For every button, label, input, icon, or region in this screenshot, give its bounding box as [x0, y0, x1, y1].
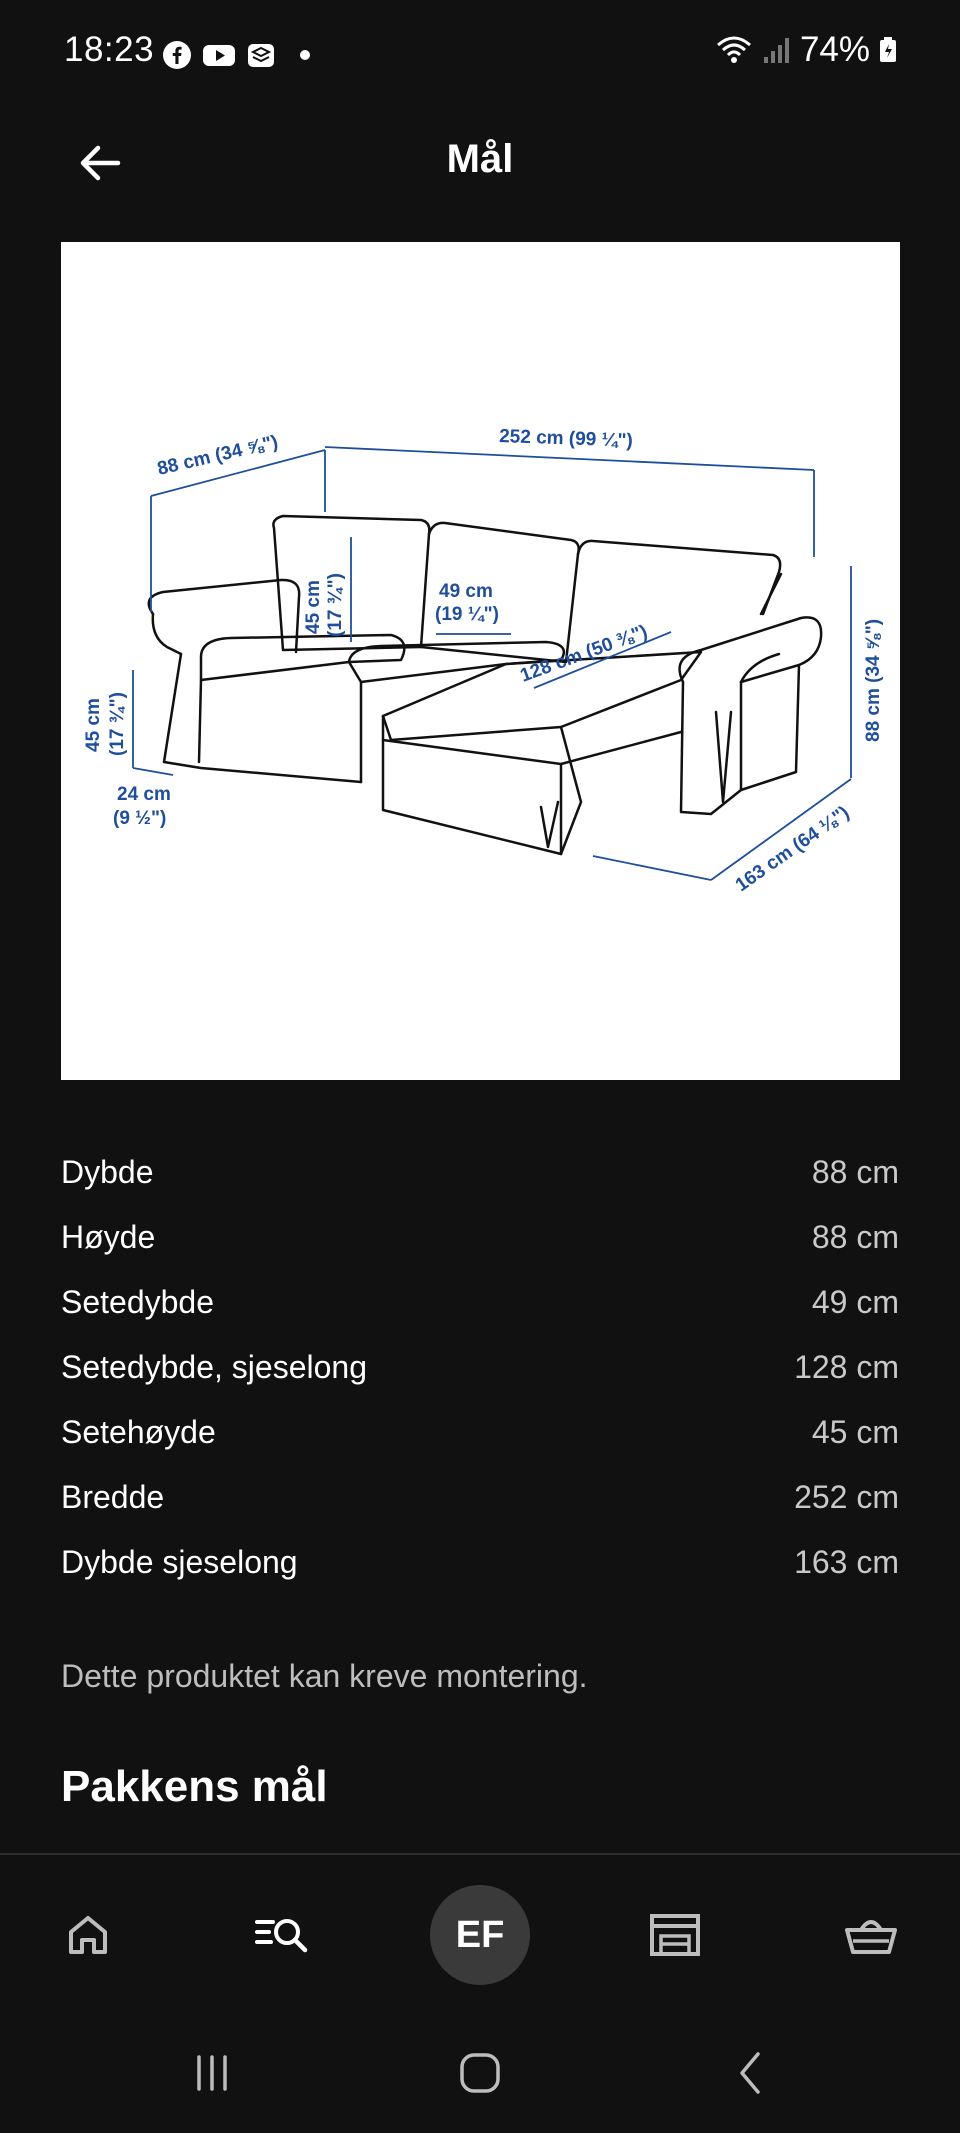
- diagram-height-label: 88 cm (34 ⅝"): [863, 618, 884, 742]
- recent-apps-button[interactable]: [182, 2048, 242, 2098]
- back-chevron-icon: [730, 2048, 770, 2098]
- diagram-seat-depth-label: 49 cm: [439, 581, 493, 602]
- measurement-value: 88 cm: [811, 1154, 899, 1190]
- status-notification-icons: [162, 38, 310, 72]
- basket-icon: [843, 1910, 899, 1960]
- package-dimensions-heading[interactable]: Pakkens mål: [61, 1762, 328, 1811]
- dimensions-diagram: [61, 242, 900, 1080]
- nav-store[interactable]: [640, 1900, 710, 1970]
- back-system-button[interactable]: [720, 2048, 780, 2098]
- diagram-seat-height-inch-label: (17 ¾"): [107, 692, 128, 756]
- diagram-leg-inch-label: (9 ½"): [113, 808, 167, 829]
- measurement-row: [61, 1205, 899, 1270]
- measurement-value: 88 cm: [811, 1219, 899, 1255]
- system-navigation-bar: [0, 2008, 960, 2133]
- status-time: 18:23: [64, 30, 155, 69]
- store-icon: [647, 1910, 703, 1960]
- diagram-seat-height-label: 45 cm: [83, 698, 104, 752]
- page-title: Mål: [446, 137, 514, 181]
- measurement-label: Setehøyde: [61, 1414, 216, 1450]
- notification-dot-icon: [300, 50, 310, 60]
- measurement-row: [61, 1335, 899, 1400]
- measurement-row: [61, 1140, 899, 1205]
- measurements-list: [61, 1140, 899, 1595]
- stack-app-icon: [246, 40, 276, 70]
- measurement-row: [61, 1530, 899, 1595]
- diagram-width-label: 252 cm (99 ¼"): [498, 426, 634, 452]
- measurement-label: Dybde sjeselong: [61, 1544, 298, 1580]
- diagram-chaise-length-label: 163 cm (64 ⅛"): [731, 802, 854, 897]
- home-circle-icon: [455, 2048, 505, 2098]
- home-icon: [63, 1910, 113, 1960]
- diagram-chaise-depth-label: 128 cm (50 ⅜"): [517, 621, 651, 687]
- diagram-back-height-inch-label: (17 ¾"): [325, 573, 346, 637]
- measurement-label: Setedybde: [61, 1284, 215, 1320]
- facebook-icon: [162, 40, 192, 70]
- recent-apps-icon: [187, 2053, 237, 2093]
- wifi-icon: [714, 33, 754, 67]
- measurement-value: 252 cm: [794, 1479, 899, 1515]
- measurement-label: Setedybde, sjeselong: [61, 1349, 367, 1385]
- measurement-label: Høyde: [61, 1219, 156, 1255]
- youtube-icon: [202, 40, 236, 70]
- assembly-note: Dette produktet kan kreve montering.: [61, 1658, 588, 1694]
- diagram-depth-label: 88 cm (34 ⅝"): [155, 431, 281, 480]
- measurement-row: [61, 1270, 899, 1335]
- diagram-leg-label: 24 cm: [117, 784, 171, 805]
- nav-search[interactable]: [248, 1900, 318, 1970]
- measurement-value: 128 cm: [794, 1349, 899, 1385]
- search-list-icon: [253, 1910, 313, 1960]
- profile-avatar[interactable]: EF: [430, 1885, 530, 1985]
- measurement-value: 49 cm: [811, 1284, 899, 1320]
- app-header: [0, 105, 960, 215]
- bottom-navigation: [0, 1853, 960, 2010]
- battery-percentage: 74%: [799, 30, 870, 69]
- signal-icon: [762, 33, 792, 67]
- sofa-line-drawing: [61, 242, 900, 1080]
- nav-basket[interactable]: [836, 1900, 906, 1970]
- battery-icon: [878, 33, 898, 67]
- status-bar: [0, 0, 960, 105]
- diagram-seat-depth-inch-label: (19 ¼"): [435, 604, 499, 625]
- nav-home[interactable]: [53, 1900, 123, 1970]
- home-system-button[interactable]: [450, 2048, 510, 2098]
- measurement-label: Dybde: [61, 1154, 154, 1190]
- measurement-value: 45 cm: [811, 1414, 899, 1450]
- status-system-icons: [714, 30, 898, 70]
- measurement-value: 163 cm: [794, 1544, 899, 1580]
- measurement-row: [61, 1400, 899, 1465]
- measurement-row: [61, 1465, 899, 1530]
- diagram-back-height-label: 45 cm: [303, 580, 324, 634]
- measurement-label: Bredde: [61, 1479, 165, 1515]
